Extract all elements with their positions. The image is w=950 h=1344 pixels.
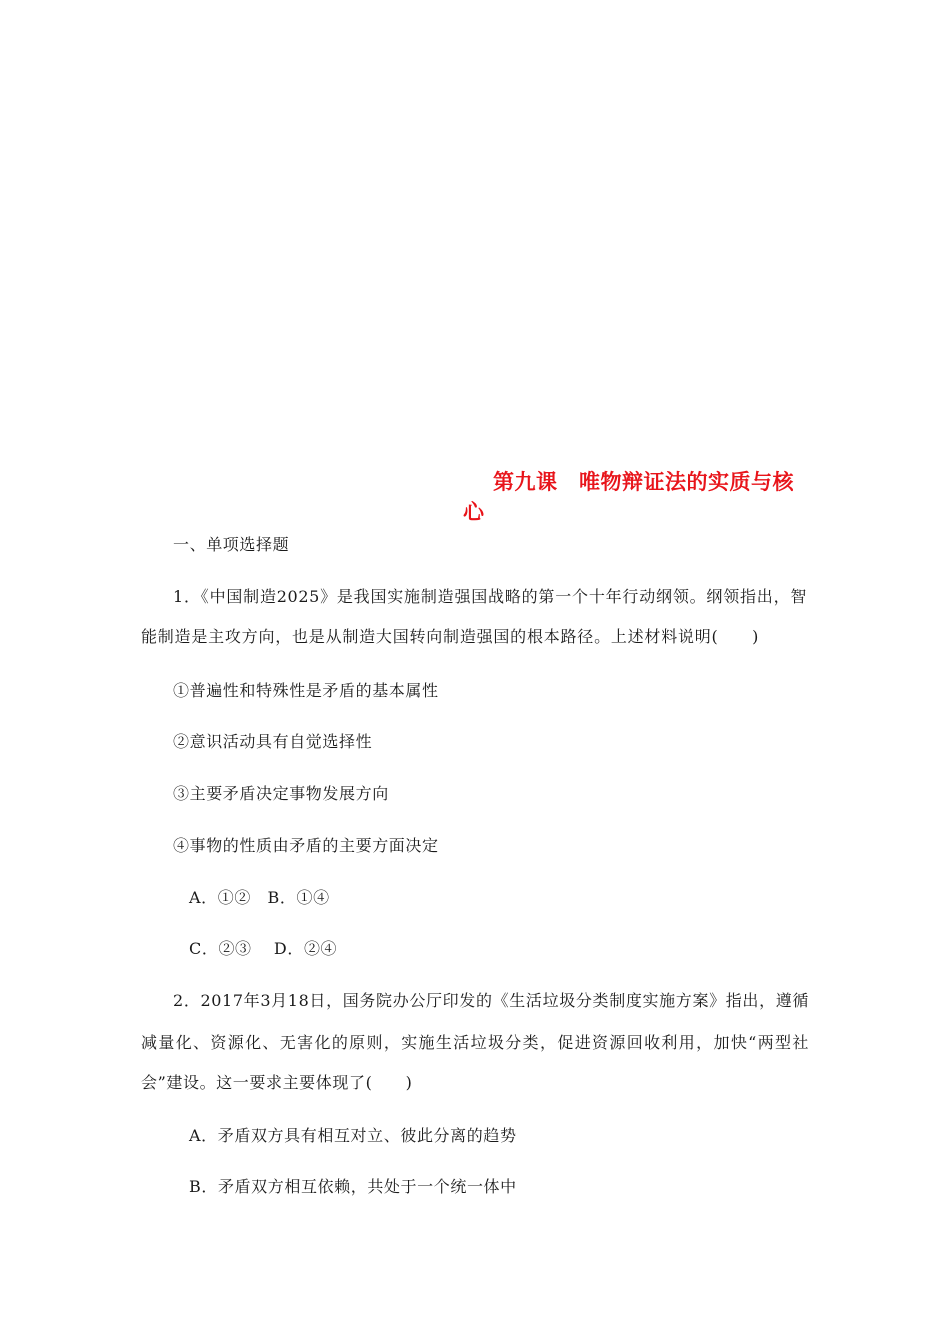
question-1-stem-line-2: 能制造是主攻方向，也是从制造大国转向制造强国的根本路径。上述材料说明( ): [141, 627, 759, 646]
question-2-option-a: A．矛盾双方具有相互对立、彼此分离的趋势: [189, 1126, 517, 1145]
question-1-options-row-1: A．①② B．①④: [189, 888, 330, 907]
question-1-item-1: ①普遍性和特殊性是矛盾的基本属性: [173, 681, 439, 700]
question-2-stem-line-2: 减量化、资源化、无害化的原则，实施生活垃圾分类，促进资源回收利用，加快“两型社: [141, 1033, 809, 1052]
lesson-title-line-2: 心: [463, 500, 485, 524]
section-heading: 一、单项选择题: [173, 535, 290, 554]
question-1-item-4: ④事物的性质由矛盾的主要方面决定: [173, 836, 439, 855]
question-2-stem-line-1: 2．2017年3月18日，国务院办公厅印发的《生活垃圾分类制度实施方案》指出，遵循: [173, 991, 809, 1010]
question-1-stem-line-1: 1．《中国制造2025》是我国实施制造强国战略的第一个十年行动纲领。纲领指出，智: [173, 587, 807, 606]
question-2-option-b: B．矛盾双方相互依赖，共处于一个统一体中: [189, 1177, 517, 1196]
question-2-stem-line-3: 会”建设。这一要求主要体现了( ): [141, 1073, 413, 1092]
question-1-options-row-2: C．②③ D．②④: [189, 939, 338, 958]
question-1-item-3: ③主要矛盾决定事物发展方向: [173, 784, 389, 803]
lesson-title-line-1: 第九课 唯物辩证法的实质与核: [493, 470, 794, 494]
question-1-item-2: ②意识活动具有自觉选择性: [173, 732, 373, 751]
